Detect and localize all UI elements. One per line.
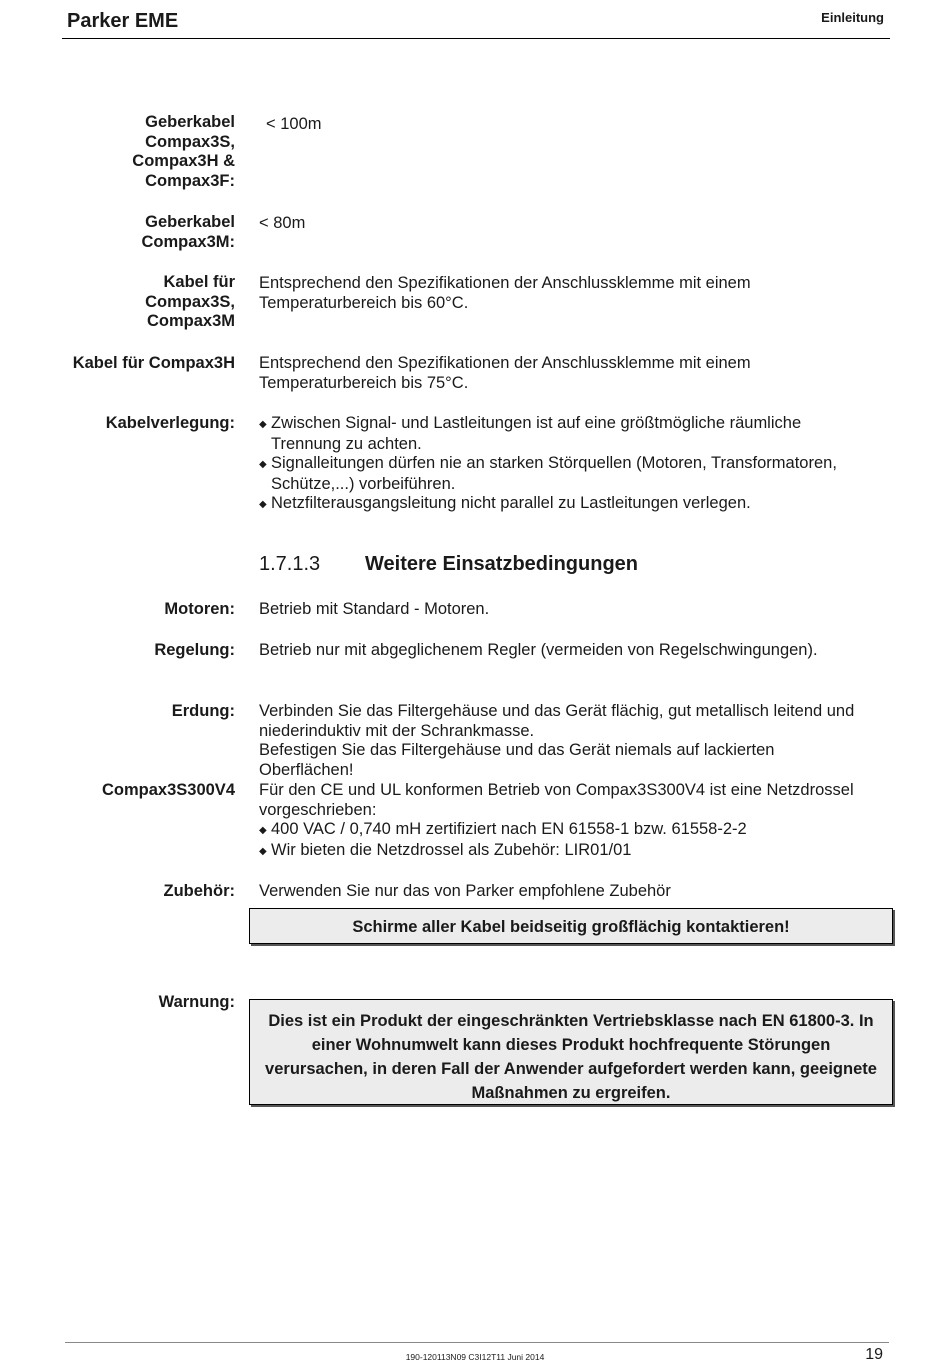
value-regelung: Betrieb nur mit abgeglichenem Regler (vermeiden von Regelschwingungen).	[259, 641, 818, 659]
value-kabel-c3s: Entsprechend den Spezifikationen der Anschlussklemme mit einem Temperaturbereich bis 60°C.	[259, 274, 751, 312]
label-kabel-c3s: Kabel für Compax3S, Compax3M	[145, 273, 235, 330]
footer-divider	[65, 1342, 889, 1343]
value-compax3s300v4	[259, 781, 879, 861]
label-zubehoer: Zubehör:	[163, 882, 235, 900]
section-heading	[259, 553, 638, 576]
header-chapter: Einleitung	[821, 10, 884, 25]
value-geberkabel-c3s: < 100m	[266, 115, 322, 133]
value-erdung	[259, 702, 889, 780]
compax-text: Für den CE und UL konformen Betrieb von Compax3S300V4 ist eine Netzdrossel vorgeschrieben:	[259, 781, 854, 819]
section-title: Weitere Einsatzbedingungen	[365, 553, 638, 575]
label-warnung: Warnung:	[158, 993, 235, 1011]
label-kabelverlegung: Kabelverlegung:	[105, 414, 235, 432]
footer-doc-id: 190-120113N09 C3I12T11 Juni 2014	[405, 1352, 545, 1362]
list-item: ◆ 400 VAC / 0,740 mH zertifiziert nach EN 61558-1 bzw. 61558-2-2	[259, 820, 879, 841]
label-regelung: Regelung:	[154, 641, 235, 659]
label-geberkabel-c3m: Geberkabel Compax3M:	[141, 213, 235, 251]
header-company: Parker EME	[67, 10, 179, 32]
erdung-text-2: Befestigen Sie das Filtergehäuse und das Gerät niemals auf lackierten Oberflächen!	[259, 741, 775, 779]
label-kabel-c3h: Kabel für Compax3H	[72, 354, 235, 372]
list-item: ◆ Signalleitungen dürfen nie an starken Störquellen (Motoren, Transformatoren, Schütze,...) vorbeiführen.	[259, 454, 871, 494]
value-zubehoer: Verwenden Sie nur das von Parker empfohlene Zubehör	[259, 882, 671, 900]
section-number: 1.7.1.3	[259, 553, 321, 575]
list-item: ◆ Wir bieten die Netzdrossel als Zubehör: LIR01/01	[259, 841, 879, 862]
list-item: ◆ Zwischen Signal- und Lastleitungen ist auf eine größtmögliche räumliche Trennung zu achten.	[259, 414, 871, 454]
value-kabel-c3h: Entsprechend den Spezifikationen der Anschlussklemme mit einem Temperaturbereich bis 75°C.	[259, 354, 751, 392]
label-erdung: Erdung:	[171, 702, 235, 720]
page-number: 19	[865, 1346, 883, 1363]
list-kabelverlegung	[259, 414, 871, 515]
label-motoren: Motoren:	[164, 600, 235, 618]
shield-notice-box: Schirme aller Kabel beidseitig großflächig kontaktieren!	[249, 908, 893, 944]
label-compax3s300v4: Compax3S300V4	[102, 781, 235, 799]
label-geberkabel-c3s: Geberkabel Compax3S, Compax3H & Compax3F:	[132, 113, 235, 190]
value-motoren: Betrieb mit Standard - Motoren.	[259, 600, 490, 618]
list-item: ◆ Netzfilterausgangsleitung nicht parallel zu Lastleitungen verlegen.	[259, 494, 871, 515]
header-divider	[62, 38, 890, 39]
warning-box: Dies ist ein Produkt der eingeschränkten Vertriebsklasse nach EN 61800-3. In einer Wohnumwelt kann dieses Produkt hochfrequente Störungen verursachen, in deren Fall der Anwender aufgefordert werden kann, geeignete Maßnahmen zu ergreifen.	[249, 999, 893, 1105]
value-geberkabel-c3m: < 80m	[259, 214, 306, 232]
erdung-text-1: Verbinden Sie das Filtergehäuse und das Gerät flächig, gut metallisch leitend und niederinduktiv mit der Schrankmasse.	[259, 702, 855, 740]
